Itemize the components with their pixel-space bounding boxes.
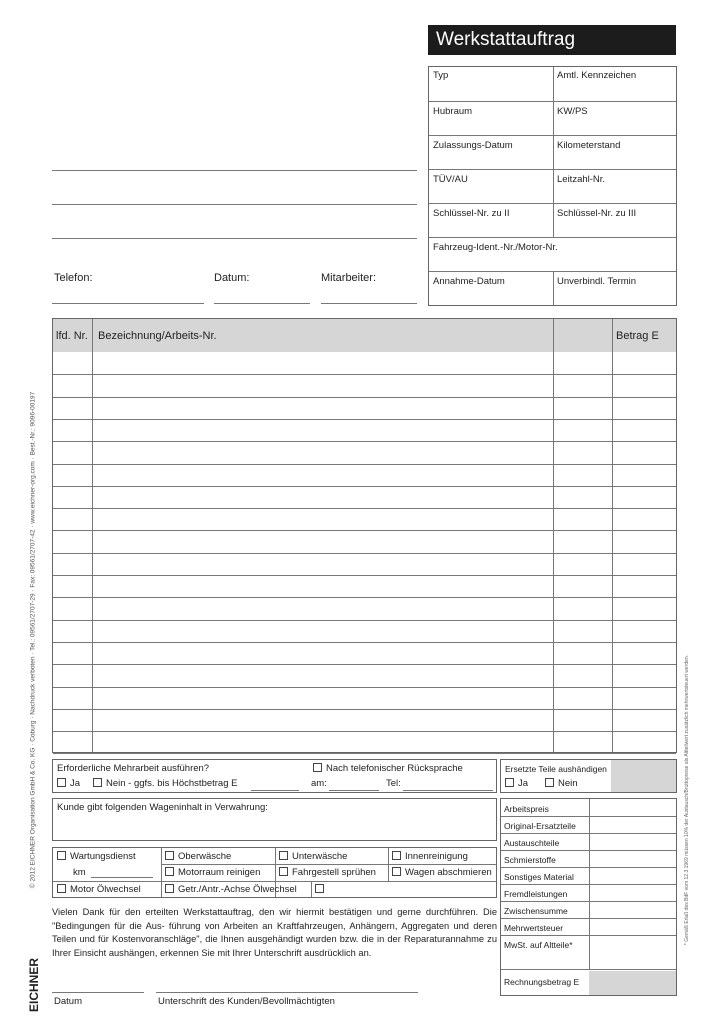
service-wartung[interactable]: Wartungsdienst: [57, 851, 136, 862]
km-field[interactable]: [91, 877, 153, 878]
service-abschmieren[interactable]: Wagen abschmieren: [392, 867, 492, 878]
table-row-line[interactable]: [53, 486, 676, 487]
field-fin[interactable]: Fahrzeug-Ident.-Nr./Motor-Nr.: [433, 242, 558, 253]
tel-label: Tel:: [386, 778, 401, 789]
table-row-line[interactable]: [53, 464, 676, 465]
table-row-line[interactable]: [53, 575, 676, 576]
cost-label: Sonstiges Material: [504, 872, 574, 882]
mehrarbeit-box: [52, 759, 497, 793]
datum-label: Datum:: [214, 272, 250, 284]
address-line-2[interactable]: [52, 204, 417, 205]
cost-label: Fremdleistungen: [504, 889, 568, 899]
table-row-line[interactable]: [53, 397, 676, 398]
am-label: am:: [311, 778, 327, 789]
cost-label: Austauschteile: [504, 838, 560, 848]
table-row-line[interactable]: [53, 508, 676, 509]
wageninhalt-label: Kunde gibt folgenden Wageninhalt in Verwahrung:: [57, 802, 268, 813]
ersetzte-teile-box: [500, 759, 677, 793]
document-title: Werkstattauftrag: [428, 25, 676, 55]
field-hubraum[interactable]: Hubraum: [433, 106, 473, 117]
field-zulassung[interactable]: Zulassungs-Datum: [433, 140, 513, 151]
field-annahme[interactable]: Annahme-Datum: [433, 276, 505, 287]
cost-label: Original-Ersatzteile: [504, 821, 576, 831]
field-termin[interactable]: Unverbindl. Termin: [557, 276, 637, 287]
motorraum-checkbox[interactable]: [165, 867, 174, 876]
mitarbeiter-label: Mitarbeiter:: [321, 272, 377, 284]
brand-logo: EICHNER: [27, 957, 41, 1013]
field-kwps[interactable]: KW/PS: [557, 106, 588, 117]
datum-field[interactable]: [214, 303, 310, 304]
field-kennzeichen[interactable]: Amtl. Kennzeichen: [557, 70, 637, 81]
mehrarbeit-question: Erforderliche Mehrarbeit ausführen?: [57, 763, 210, 774]
table-row-line[interactable]: [53, 687, 676, 688]
cost-label: Zwischensumme: [504, 906, 568, 916]
cost-label: Arbeitspreis: [504, 804, 549, 814]
right-footnote: * Gemäß Erlaß des BdF vom 12.3.1969 müssen 10% der Austausch/Bruttopreise als Altteilwert zusätzlich mehrwertsteuert werden.: [684, 654, 690, 946]
ersetzte-nein-checkbox[interactable]: [545, 778, 554, 787]
services-grid: [52, 847, 497, 898]
fahrgestell-checkbox[interactable]: [279, 867, 288, 876]
table-row-line[interactable]: [53, 597, 676, 598]
ersetzte-ja-checkbox[interactable]: [505, 778, 514, 787]
table-row-line[interactable]: [53, 419, 676, 420]
ersetzte-nein[interactable]: Nein: [545, 778, 578, 789]
abschmieren-checkbox[interactable]: [392, 867, 401, 876]
table-row-line[interactable]: [53, 530, 676, 531]
ja-checkbox[interactable]: [57, 778, 66, 787]
motor-oel-checkbox[interactable]: [57, 884, 66, 893]
field-tuev[interactable]: TÜV/AU: [433, 174, 468, 185]
field-typ[interactable]: Typ: [433, 70, 449, 81]
field-schluessel2[interactable]: Schlüssel-Nr. zu II: [433, 208, 510, 219]
table-row-line[interactable]: [53, 374, 676, 375]
service-motorraum[interactable]: Motorraum reinigen: [165, 867, 260, 878]
ersetzte-ja[interactable]: Ja: [505, 778, 528, 789]
extra-checkbox[interactable]: [315, 884, 324, 893]
work-items-table: [52, 318, 677, 753]
field-leitzahl[interactable]: Leitzahl-Nr.: [557, 174, 606, 185]
telefon-label: Telefon:: [54, 272, 93, 284]
costs-table: [500, 798, 677, 996]
wageninhalt-box[interactable]: [52, 798, 497, 841]
table-row-line[interactable]: [53, 709, 676, 710]
col-nr-header: lfd. Nr.: [56, 330, 88, 342]
table-row-line[interactable]: [53, 664, 676, 665]
cost-label: MwSt. auf Altteile*: [504, 940, 573, 950]
wartung-checkbox[interactable]: [57, 851, 66, 860]
field-schluessel3[interactable]: Schlüssel-Nr. zu III: [557, 208, 637, 219]
col-desc-header: Bezeichnung/Arbeits-Nr.: [98, 330, 217, 342]
table-row-line[interactable]: [53, 620, 676, 621]
table-row-line[interactable]: [53, 753, 676, 754]
service-extra[interactable]: [315, 884, 328, 895]
ersetzte-label: Ersetzte Teile aushändigen: [505, 764, 607, 774]
telefonisch-option[interactable]: Nach telefonischer Rücksprache: [313, 763, 463, 774]
footer-unterschrift: Unterschrift des Kunden/Bevollmächtigten: [158, 996, 335, 1007]
col-betrag-header: Betrag E: [616, 330, 659, 342]
telefon-field[interactable]: [52, 303, 204, 304]
oberwaesche-checkbox[interactable]: [165, 851, 174, 860]
terms-text: Vielen Dank für den erteilten Werkstattauftrag, den wir hiermit bestätigen und gerne durchführen. Die "Bedingungen für die Aus- führung von Arbeiten an Kraftfahrzeugen, Anhängern, Aggregaten und deren Teilen und für Kostenvoranschläge", die Ihnen ausgehändigt wurden bzw. die in der Reparaturannahme zu Ihrer Einsicht aushängen, erkennen Sie mit Ihrer Unterschrift ausdrücklich an.: [52, 907, 497, 959]
service-fahrgestell[interactable]: Fahrgestell sprühen: [279, 867, 376, 878]
field-kilometer[interactable]: Kilometerstand: [557, 140, 621, 151]
service-oberwaesche[interactable]: Oberwäsche: [165, 851, 231, 862]
cost-label: Mehrwertsteuer: [504, 923, 564, 933]
vehicle-data-table: [428, 66, 677, 306]
cost-label: Schmierstoffe: [504, 855, 556, 865]
service-innen[interactable]: Innenreinigung: [392, 851, 468, 862]
telefonisch-checkbox[interactable]: [313, 763, 322, 772]
address-line-3[interactable]: [52, 238, 417, 239]
side-imprint: © 2012 EICHNER Organisation GmbH & Co. KG · Coburg · Nachdruck verboten · Tel.: 09561/2707-29 · Fax: 09561/2707-42 · www.eichner-org.com · Best.-Nr.: 9096-00197: [29, 391, 37, 889]
mehrarbeit-ja[interactable]: Ja: [57, 778, 80, 789]
table-row-line[interactable]: [53, 553, 676, 554]
address-line-1[interactable]: [52, 170, 417, 171]
hoechstbetrag-field[interactable]: [251, 790, 299, 791]
footer-datum: Datum: [54, 996, 82, 1007]
service-getriebe[interactable]: Getr./Antr.-Achse Ölwechsel: [165, 884, 297, 895]
am-field[interactable]: [329, 790, 379, 791]
service-motor-oel[interactable]: Motor Ölwechsel: [57, 884, 141, 895]
tel-field[interactable]: [403, 790, 493, 791]
mitarbeiter-field[interactable]: [321, 303, 417, 304]
total-value-cell[interactable]: [589, 971, 676, 995]
datum-signature-line[interactable]: [52, 992, 144, 993]
unterwaesche-checkbox[interactable]: [279, 851, 288, 860]
table-row-line[interactable]: [53, 441, 676, 442]
mehrarbeit-nein[interactable]: Nein - ggfs. bis Höchstbetrag E: [93, 778, 237, 789]
nein-checkbox[interactable]: [93, 778, 102, 787]
table-row-line[interactable]: [53, 642, 676, 643]
service-unterwaesche[interactable]: Unterwäsche: [279, 851, 347, 862]
innen-checkbox[interactable]: [392, 851, 401, 860]
table-row-line[interactable]: [53, 731, 676, 732]
km-label: km: [73, 867, 86, 878]
getriebe-checkbox[interactable]: [165, 884, 174, 893]
signature-line[interactable]: [156, 992, 418, 993]
total-label: Rechnungsbetrag E: [504, 977, 580, 987]
